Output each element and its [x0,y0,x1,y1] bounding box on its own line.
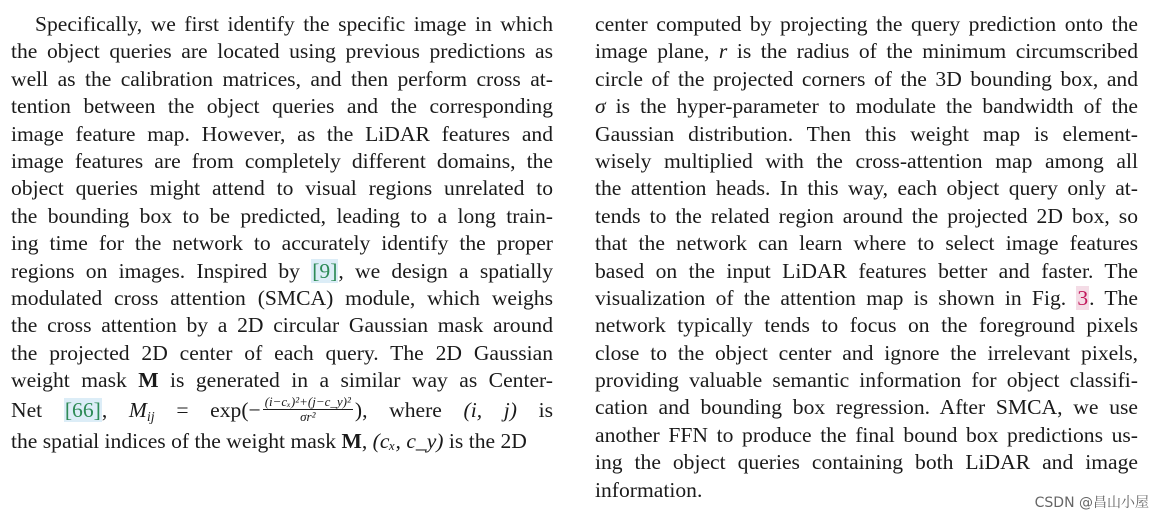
paragraph-line: information. [595,477,703,502]
paragraph-line: the attention heads. In this way, each object query only at- [595,176,1138,201]
text-fragment: , [101,398,129,423]
paragraph-line: object queries might attend to visual regions unrelated to [11,176,553,201]
equation-text: = exp(− [154,398,261,423]
text-fragment: is the radius of the minimum circumscribed [727,39,1138,64]
math-variable: r [718,39,728,64]
text-fragment: image plane, [595,39,719,64]
text-fragment: regions on images. Inspired by [11,258,312,283]
mask-symbol: M [138,368,159,393]
paragraph-line: ing the object queries containing both LiDAR and image [595,450,1138,475]
paragraph-line [595,38,1138,65]
paragraph-line: tention between the object queries and the corresponding [11,94,553,119]
figure-reference-link[interactable]: 3 [1077,285,1089,310]
paragraph-line: the bounding box to be predicted, leading to a long train- [11,203,553,228]
paragraph-line [595,285,1138,312]
paragraph-line: image features are from completely different domains, the [11,148,553,173]
paragraph-line [11,367,553,394]
paragraph-line: the cross attention by a 2D circular Gaussian mask around [11,313,553,338]
paragraph-line: another FFN to produce the final bound box predictions us- [595,422,1138,447]
csdn-watermark: CSDN @昌山小屋 [1034,495,1149,511]
text-fragment: is generated in a similar way as Center- [158,368,553,393]
citation-link-9[interactable]: [9] [312,258,338,283]
paragraph-line: tends to the related region around the projected 2D box, so [595,203,1138,228]
paragraph-line: network typically tends to focus on the foreground pixels [595,313,1138,338]
paragraph-line [11,428,553,455]
paragraph-line: the projected 2D center of each query. The 2D Gaussian [11,340,553,365]
text-fragment: Net [11,398,64,423]
paragraph-line: providing valuable semantic information for object classifi- [595,368,1138,393]
math-variable: M [128,398,147,423]
paragraph-line: modulated cross attention (SMCA) module, which weighs [11,285,553,310]
math-tuple: (i, j) [463,398,517,423]
paragraph-line: cation and bounding box regression. After SMCA, we use [595,395,1138,420]
paragraph-line: circle of the projected corners of the 3D bounding box, and [595,66,1138,91]
math-subscript: ij [146,410,155,426]
equation-fraction [263,395,353,424]
text-fragment: , [361,429,373,454]
math-tuple: (cₓ, c_y) [372,429,444,454]
citation-link-66[interactable]: [66] [64,398,101,423]
paragraph-line: ing time for the network to accurately identify the proper [11,231,553,256]
paragraph-line [595,93,1138,120]
paragraph-line: well as the calibration matrices, and then perform cross at- [11,66,553,91]
paragraph-line: wisely multiplied with the cross-attention map among all [595,148,1138,173]
paragraph-line: center computed by projecting the query prediction onto the [595,12,1138,36]
paragraph-line: Gaussian distribution. Then this weight map is element- [595,121,1138,146]
paragraph-line: based on the input LiDAR features better and faster. The [595,258,1138,283]
text-fragment: is [516,398,554,423]
text-fragment: is the 2D [443,429,527,454]
text-fragment: . The [1089,285,1138,310]
text-fragment: weight mask [11,368,139,393]
paragraph-line: the object queries are located using previous predictions as [11,39,553,64]
mask-symbol: M [341,429,362,454]
paragraph-line [11,258,553,285]
paragraph-line: Specifically, we first identify the specific image in which [35,12,553,36]
equation-text: ), where [354,398,464,423]
paragraph-line: close to the object center and ignore the irrelevant pixels, [595,340,1138,365]
text-fragment: , we design a spatially [338,258,553,283]
paragraph-line: that the network can learn where to select image features [595,231,1138,256]
right-column [595,11,1138,504]
math-variable: σ [595,94,606,119]
fraction-numerator: (i−cₓ)²+(j−c_y)² [264,394,351,410]
left-column [11,11,553,456]
paragraph-line: image feature map. However, as the LiDAR features and [11,121,553,146]
text-fragment: is the hyper-parameter to modulate the bandwidth of the [605,94,1138,119]
text-fragment: visualization of the attention map is shown in Fig. [595,285,1077,310]
fraction-denominator: σr² [300,409,316,425]
text-fragment: the spatial indices of the weight mask [11,429,342,454]
equation-line [11,394,553,428]
